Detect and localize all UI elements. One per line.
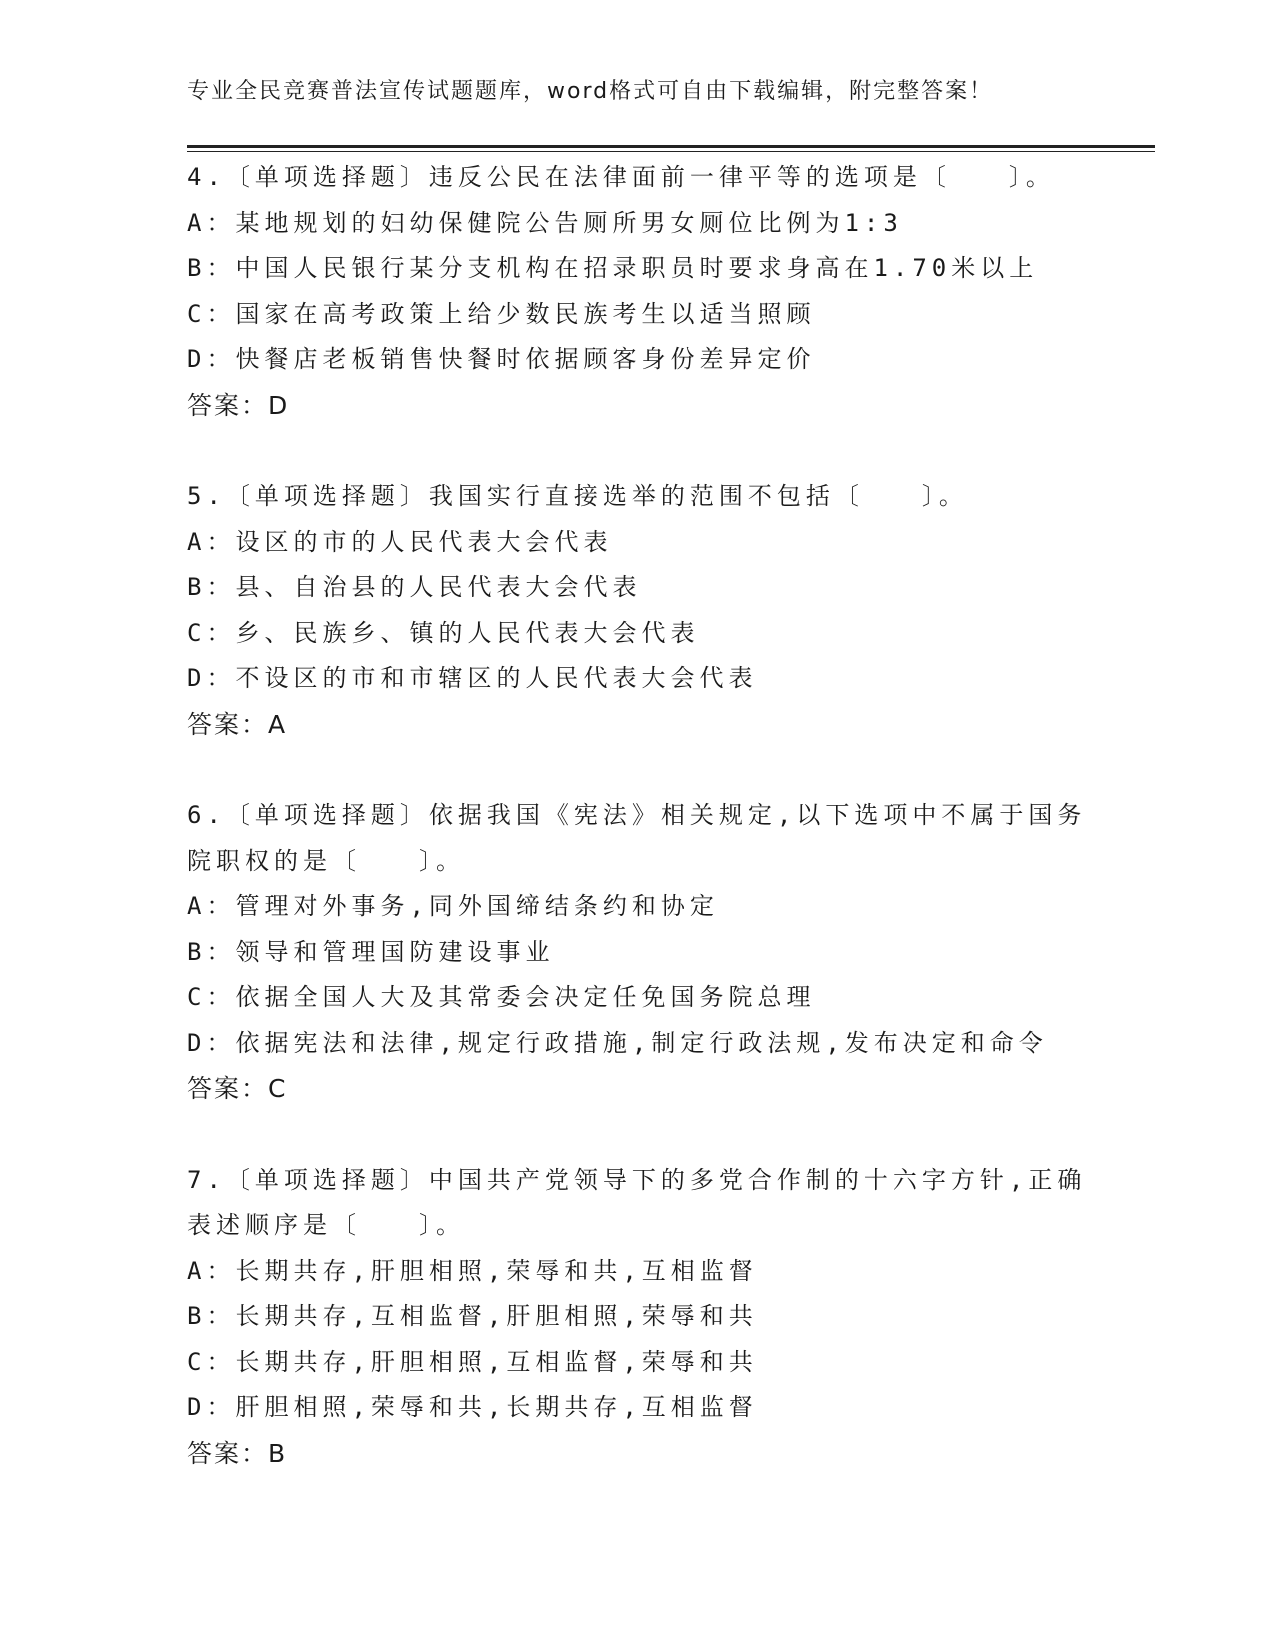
option-d: D：不设区的市和市辖区的人民代表大会代表: [187, 664, 758, 692]
question-6: [187, 793, 1087, 1112]
option-c: C：依据全国人大及其常委会决定任免国务院总理: [187, 983, 816, 1011]
question-stem-line-2: 院职权的是〔 〕。: [187, 846, 465, 875]
option-d: D：快餐店老板销售快餐时依据顾客身份差异定价: [187, 345, 816, 373]
option-a: A：长期共存,肝胆相照,荣辱和共,互相监督: [187, 1256, 758, 1285]
header-rule-thick: [187, 145, 1155, 148]
option-a: A：某地规划的妇幼保健院公告厕所男女厕位比例为1:3: [187, 208, 903, 237]
answer-label: 答案：B: [187, 1438, 288, 1468]
question-stem-line-1: 7.〔单项选择题〕中国共产党领导下的多党合作制的十六字方针,正确: [187, 1165, 1087, 1194]
option-c: C：乡、民族乡、镇的人民代表大会代表: [187, 618, 700, 647]
answer-label: 答案：D: [187, 390, 290, 420]
question-stem-line-1: 6.〔单项选择题〕依据我国《宪法》相关规定,以下选项中不属于国务: [187, 801, 1087, 829]
option-b: B：县、自治县的人民代表大会代表: [187, 573, 642, 601]
question-5: [187, 474, 1087, 747]
option-a: A：管理对外事务,同外国缔结条约和协定: [187, 892, 719, 920]
option-b: B：中国人民银行某分支机构在招录职员时要求身高在1.70米以上: [187, 254, 1039, 282]
option-c: C：长期共存,肝胆相照,互相监督,荣辱和共: [187, 1347, 758, 1376]
document-header: 专业全民竞赛普法宣传试题题库，word格式可自由下载编辑，附完整答案！: [187, 79, 994, 104]
question-7: [187, 1158, 1087, 1477]
question-list: [187, 155, 1087, 1522]
question-stem: 5.〔单项选择题〕我国实行直接选举的范围不包括〔 〕。: [187, 482, 968, 510]
answer-label: 答案：A: [187, 709, 288, 739]
question-4: [187, 155, 1087, 428]
answer-label: 答案：C: [187, 1074, 288, 1103]
option-c: C：国家在高考政策上给少数民族考生以适当照顾: [187, 299, 816, 328]
question-stem: 4.〔单项选择题〕违反公民在法律面前一律平等的选项是〔 〕。: [187, 163, 1055, 191]
option-b: B：长期共存,互相监督,肝胆相照,荣辱和共: [187, 1302, 758, 1330]
option-d: D：肝胆相照,荣辱和共,长期共存,互相监督: [187, 1393, 758, 1421]
question-stem-line-2: 表述顺序是〔 〕。: [187, 1211, 465, 1239]
option-a: A：设区的市的人民代表大会代表: [187, 527, 613, 556]
option-b: B：领导和管理国防建设事业: [187, 937, 555, 966]
option-d: D：依据宪法和法律,规定行政措施,制定行政法规,发布决定和命令: [187, 1028, 1048, 1057]
header-rule-thin: [187, 151, 1155, 152]
